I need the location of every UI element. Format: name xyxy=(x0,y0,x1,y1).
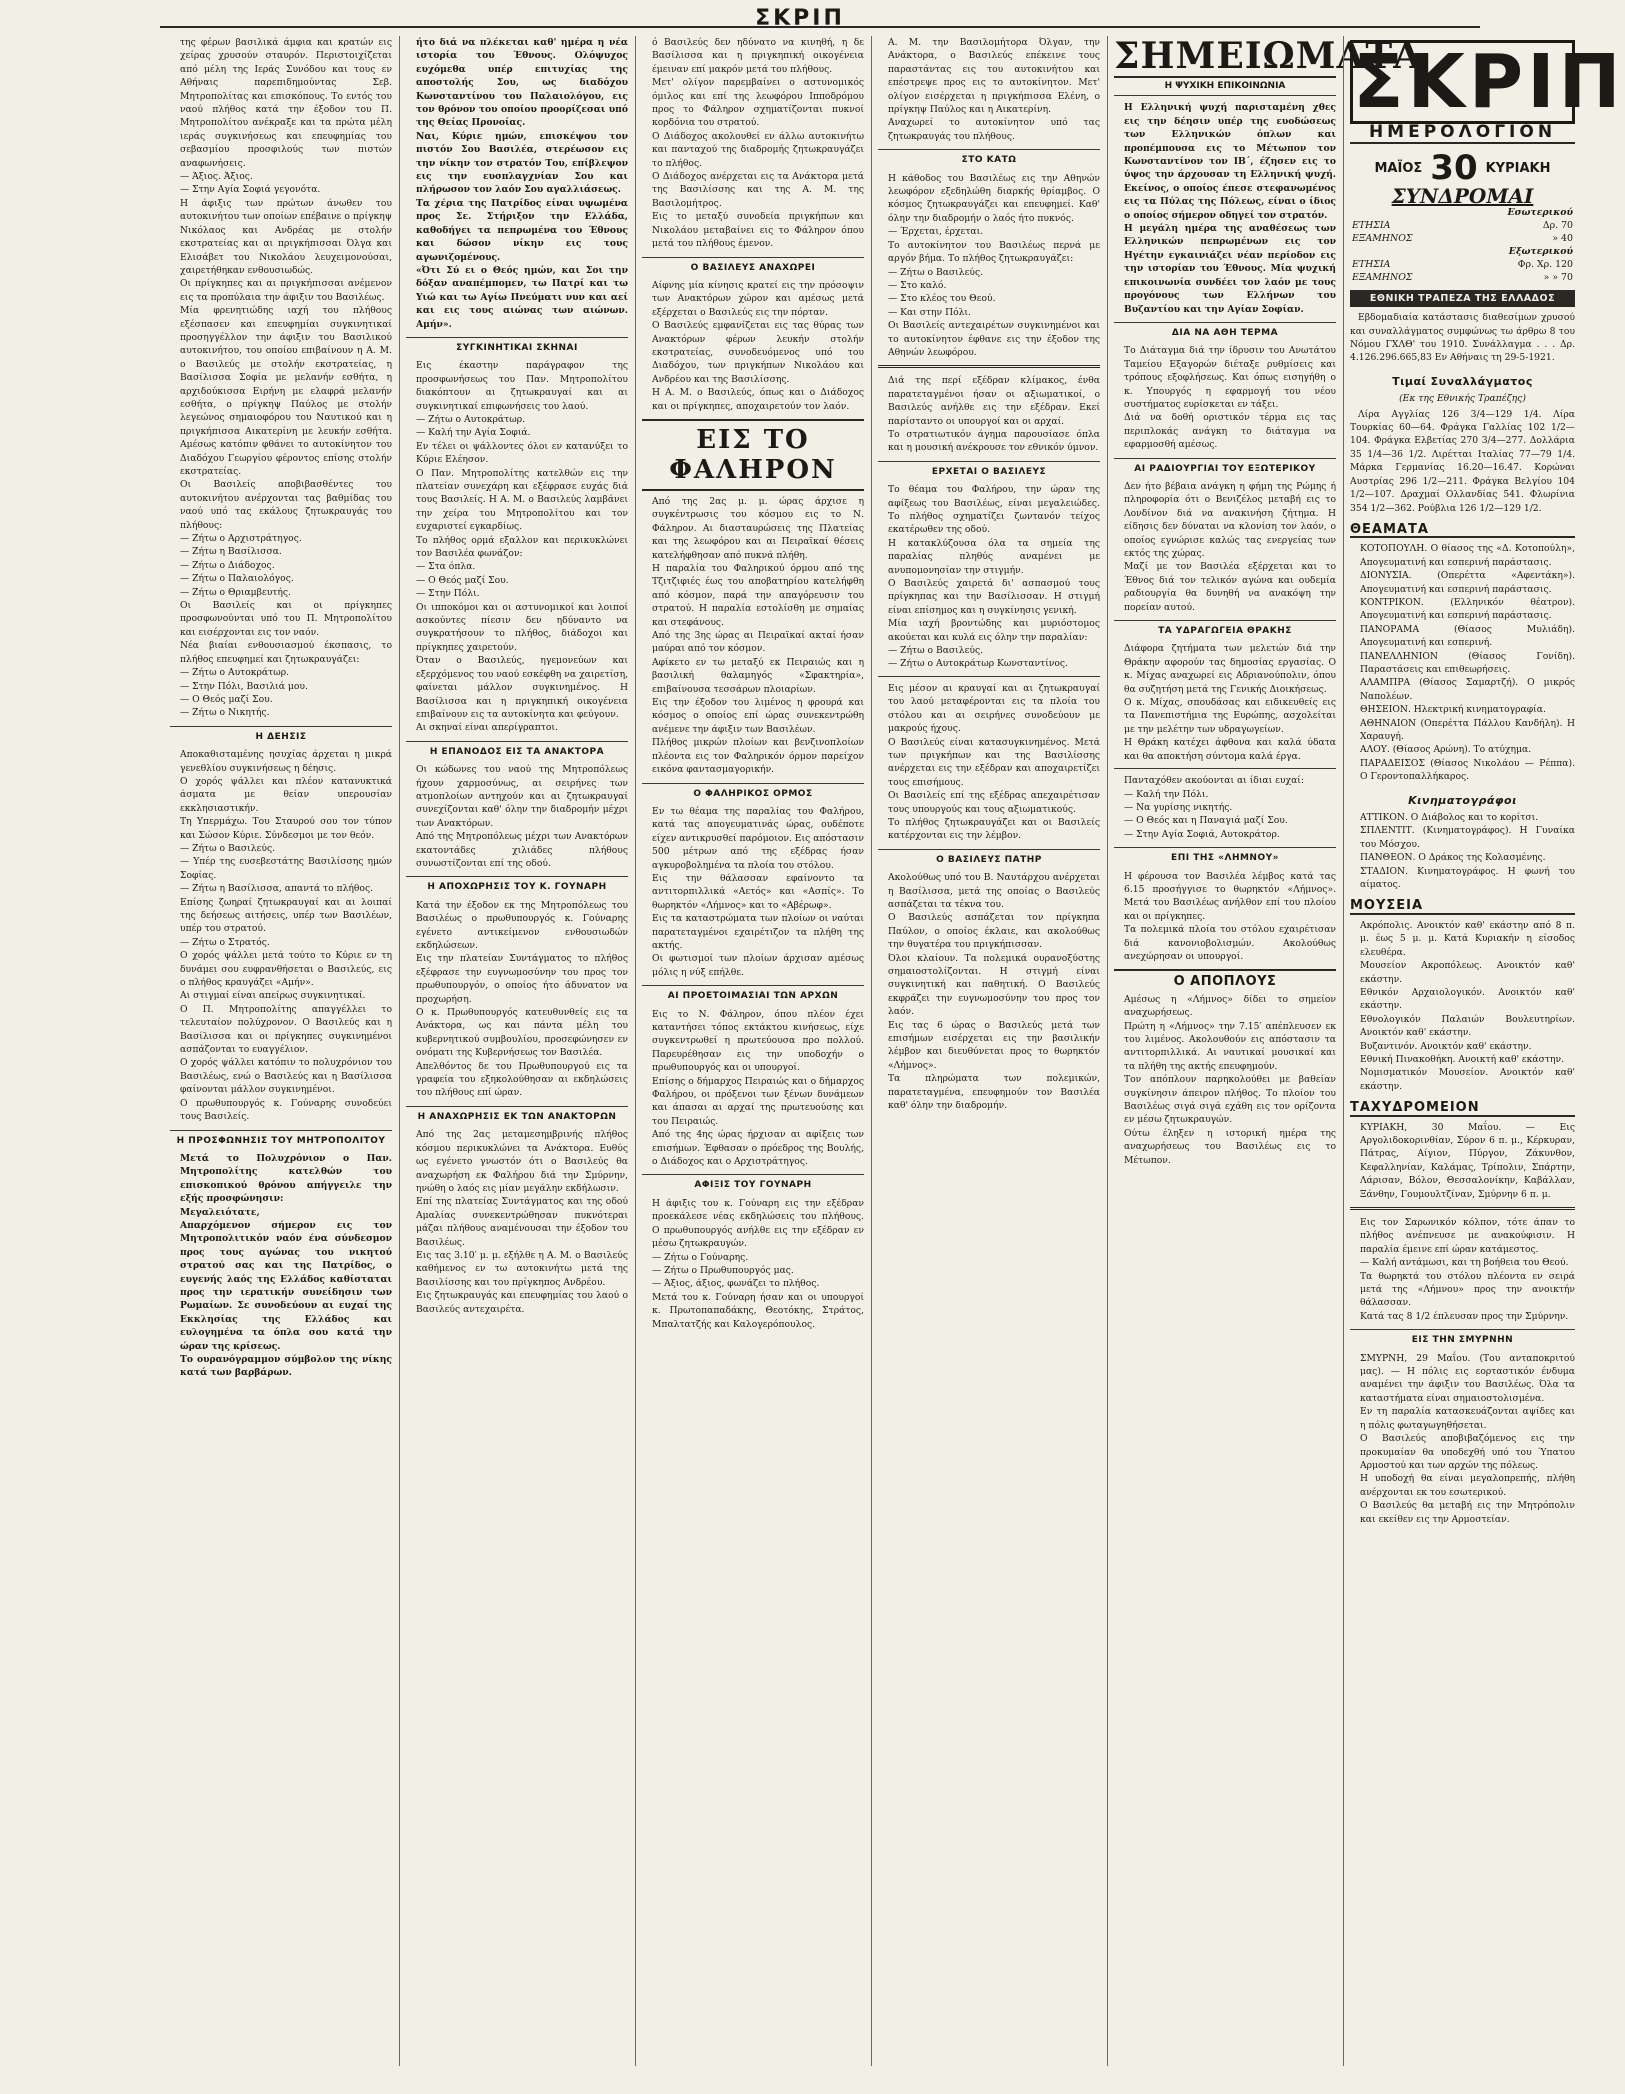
paragraph: Από της 2ας μ. μ. ώρας άρχισε η συγκέντρωσις του κόσμου εις το Ν. Φάληρον. Αι διασταυρώσεις της Πλατείας και της λεωφόρου και αι Πειραϊκαί θέσεις κατελήφθησαν από πυκνά πλήθη. xyxy=(652,495,864,561)
section-heading-deisis: Η ΔΕΗΣΙΣ xyxy=(170,726,392,744)
paragraph: Εις το μεταξύ συνοδεία πριγκήπων και Νικολάου μεταβαίνει εις το Φάληρον όπου μετά του πλήθους έμενον. xyxy=(652,211,864,250)
divider xyxy=(1114,768,1336,769)
paragraph: Η Α. Μ. ο Βασιλεύς, όπως και ο Διάδοχος και οι πρίγκηπες, αποχαιρετούν τον λαόν. xyxy=(652,387,864,412)
col5-body-5 xyxy=(1114,774,1336,841)
paragraph: Ακολούθως υπό του Β. Ναυτάρχου ανέρχεται η Βασίλισσα, μετά της οποίας ο Βασιλεύς ασπάζεται τα τέκνα του. xyxy=(888,872,1100,910)
paragraph: Νέα βιαίαι ενθουσιασμού έκσπασις, το πλήθος επευφημεί και ζητωκραυγάζει: xyxy=(180,640,392,665)
subs-label: ΕΤΗΣΙΑ xyxy=(1352,258,1391,270)
paragraph: Μουσείον Ακροπόλεως. Ανοικτόν καθ' εκάστην. xyxy=(1360,960,1575,985)
columns xyxy=(170,35,1625,2076)
paragraph: Διά να δοθή οριστικόν τέρμα εις τας περιπλοκάς ανάγκη το διάταγμα να εφαρμοσθή αμέσως. xyxy=(1124,412,1336,451)
section-heading-anachorei: Ο ΒΑΣΙΛΕΥΣ ΑΝΑΧΩΡΕΙ xyxy=(642,257,864,275)
paragraph: Εν τέλει οι ψάλλοντες όλοι εν κατανύξει το Κύριε Ελέησον. xyxy=(416,440,628,466)
paragraph: — Στο κλέος του Θεού. xyxy=(888,293,996,305)
section-heading-skinai: ΣΥΓΚΙΝΗΤΙΚΑΙ ΣΚΗΝΑΙ xyxy=(406,337,628,355)
section-heading-faliron: ΕΙΣ ΤΟ ΦΑΛΗΡΟΝ xyxy=(642,419,864,491)
column-1 xyxy=(170,36,392,2066)
paragraph: ΚΟΝΤΡΙΚΟΝ. (Ελληνικόν θέατρον). Απογευματινή και εσπερινή παράστασις. xyxy=(1360,596,1575,622)
paragraph: Ο χορός ψάλλει και πλέον κατανυκτικά άσματα με θείαν υπερουσίαν εκκλησιαστικήν. xyxy=(180,775,392,814)
paragraph: — Άξιος. Άξιος. xyxy=(180,171,253,183)
paragraph: Μία φρενητιώδης ιαχή του πλήθους εξέσπασεν και επευφημίαι συγκινητικαί προσηγγέλλον την άφιξιν του Βασιλικού αυτοκινήτου, του οποίου επιβαίνουν η Α. Μ. ο Βασιλεύς με στολήν εκστρατείας, η Βασίλισσα Σοφία με μελανήν εσθήτα, η αρχιδούκισσα Ειρήνη με ελαφρά μελανήν εσθήτα, ο πρίγκηψ Παύλος με στολήν λεγεώνος σημαιοφόρου του Ναυτικού και η πριγκήπισσα Αικατερίνη με λευκήν εσθήτα. Αμέσως κατόπιν φθάνει το αυτοκίνητον του Διαδόχου Γεωργίου φέροντος επίσης στολήν εκστρατείας. xyxy=(180,305,392,477)
post-list xyxy=(1350,1121,1575,1201)
paragraph: Το στρατιωτικόν άγημα παρουσίασε όπλα και η μουσική ανέκρουσε τον εθνικόν ύμνον. xyxy=(888,428,1100,454)
date-weekday: ΚΥΡΙΑΚΗ xyxy=(1485,160,1551,176)
paragraph: Ο χορός ψάλλει κατόπιν το πολυχρόνιον του Βασιλέως, ενώ ο Βασιλεύς και η Βασίλισσα φαίνονται μάλλον συγκινημένοι. xyxy=(180,1057,392,1096)
section-heading-apoplous: Ο ΑΠΟΠΛΟΥΣ xyxy=(1114,969,1336,988)
notes-subtitle: Η ΨΥΧΙΚΗ ΕΠΙΚΟΙΝΩΝΙΑ xyxy=(1114,78,1336,96)
paragraph: Επίσης ζωηραί ζητωκραυγαί και αι λοιπαί της δεήσεως αιτήσεις, υπέρ των Βασιλέων, υπέρ του στρατού. xyxy=(180,896,392,935)
paragraph: Εις έκαστην παράγραφον της προσφωνήσεως του Παν. Μητροπολίτου διακόπτουν αι ζητωκραυγαί και αι συγκινητικαί επιφωνήσεις του λαού. xyxy=(416,360,628,412)
paragraph: Εις τα καταστρώματα των πλοίων οι ναύται παρατεταγμένοι εχαιρέτιζον τα πλήθη της ακτής. xyxy=(652,913,864,951)
col5-body-3 xyxy=(1114,480,1336,614)
page-header xyxy=(40,6,1560,32)
paragraph: ΣΜΥΡΝΗ, 29 Μαΐου. (Του ανταποκριτού μας). — Η πόλις εις εορταστικόν ένδυμα αναμένει την άφιξιν του Βασιλέως. Όλα τα καταστήματα είναι σημαιοστολισμένα. xyxy=(1360,1352,1575,1404)
paragraph: Πλήθος μικρών πλοίων και βενζινοπλοίων πλέοντα εις τον Φαληρικόν όρμον παρείχον εικόνα φαντασμαγορικήν. xyxy=(652,737,864,776)
col5-body-6 xyxy=(1114,870,1336,964)
col3-body-5 xyxy=(642,1008,864,1169)
column-divider xyxy=(871,36,872,2066)
paragraph: Εις τας 6 ώρας ο Βασιλεύς μετά των επισήμων εισέρχεται εις την βασιλικήν λέμβον και διευθύνεται προς το θωρηκτόν «Λήμνος». xyxy=(888,1019,1100,1071)
paragraph: — Ζήτω ο Αυτοκράτωρ Κωνσταντίνος. xyxy=(888,658,1068,670)
paragraph: ΔΙΟΝΥΣΙΑ. (Οπερέττα «Αφεντάκη»). Απογευματινή και εσπερινή παράστασις. xyxy=(1360,570,1575,595)
paragraph: Εν τη παραλία κατασκευάζονται αψίδες και η πόλις φωταγωγηθήσεται. xyxy=(1360,1406,1575,1431)
paragraph: — Ζήτω ο Βασιλεύς. xyxy=(888,645,984,657)
paragraph: — Ζήτω ο Γούναρης. xyxy=(652,1251,749,1263)
subs-row xyxy=(1350,232,1575,245)
col6-body-2 xyxy=(1350,1352,1575,1526)
subs-inner-label: Εσωτερικού xyxy=(1507,206,1573,218)
paragraph: Η άφιξις των πρώτων άνωθεν του αυτοκινήτου των οποίων επέβαινε ο πρίγκηψ Νικόλαος και Ανδρέας με στολήν εκστρατείας και αι πριγκήπισσαι Όλγα και Ελισάβετ του Νικολάου λευχειμονούσαι, χαιρετήθηκαν ενθουσιωδώς. xyxy=(180,197,392,276)
paragraph: Η φέρουσα τον Βασιλέα λέμβος κατά τας 6.15 προσήγγισε το θωρηκτόν «Λήμνος». Μετά του Βασιλέως ανήλθον επί του πλοίου και οι πρίγκηπες. xyxy=(1124,870,1336,922)
section-heading-anachorisis: Η ΑΝΑΧΩΡΗΣΙΣ ΕΚ ΤΩΝ ΑΝΑΚΤΟΡΩΝ xyxy=(406,1106,628,1124)
paragraph: Όλοι κλαίουν. Τα πολεμικά ουρανοξύστης σημαιοστολίζονται. Η στιγμή είναι συγκινητική και παθητική. Ο Βασιλεύς εκφράζει την ευγνωμοσύνην του προς τον λαόν. xyxy=(888,952,1100,1018)
paragraph: Τα χέρια της Πατρίδος είναι υψωμένα προς Σε. Στήριξον την Ελλάδα, καθοδήγει τα πεπρωμένα του Έθνους και δώσον νίκην εις τους αγωνιζομένους. xyxy=(416,197,628,263)
paragraph: Εθνική Πινακοθήκη. Ανοικτή καθ' εκάστην. xyxy=(1360,1053,1564,1065)
paragraph: — Έρχεται, έρχεται. xyxy=(888,226,984,238)
date-day: 30 xyxy=(1430,148,1478,189)
section-heading-epanodos: Η ΕΠΑΝΟΔΟΣ ΕΙΣ ΤΑ ΑΝΑΚΤΟΡΑ xyxy=(406,741,628,759)
section-heading-kato: ΣΤΟ ΚΑΤΩ xyxy=(878,149,1100,167)
col2-body-5 xyxy=(406,1128,628,1316)
header-rule xyxy=(160,26,1480,28)
col3-body-3 xyxy=(642,495,864,777)
paragraph: Οι φωτισμοί των πλοίων άρχισαν αμέσως μόλις η νύξ επήλθε. xyxy=(652,953,864,978)
paragraph: Το θέαμα του Φαλήρου, την ώραν της αφίξεως του Βασιλέως, είναι μεγαλειώδες. Το πλήθος σχηματίζει ζωντανόν τείχος εκατέρωθεν της οδού. xyxy=(888,484,1100,536)
paragraph: — Ζήτω ο Νικητής. xyxy=(180,707,270,719)
paragraph: Εις τας 3.10′ μ. μ. εξήλθε η Α. Μ. ο Βασιλεύς καθήμενος εν τω αυτοκινήτω μετά της Βασιλίσσης και του πρίγκηπος Ανδρέου. xyxy=(416,1249,628,1288)
col4-body xyxy=(878,36,1100,143)
paragraph: Οι κώδωνες του ναού της Μητροπόλεως ήχουν χαρμοσύνως, αι σειρήνες των ατμοπλοίων αντηχούν και αι ζητωκραυγαί συνεχίζονται καθ' όλην την διαδρομήν μέχρι των Ανακτόρων. xyxy=(416,764,628,829)
section-heading-apochorisis: Η ΑΠΟΧΩΡΗΣΙΣ ΤΟΥ Κ. ΓΟΥΝΑΡΗ xyxy=(406,876,628,894)
divider xyxy=(1350,1207,1575,1210)
post-heading: ΤΑΧΥΔΡΟΜΕΙΟΝ xyxy=(1350,1101,1575,1116)
paragraph: — Καλή αντάμωσι, και τη βοήθεια του Θεού. xyxy=(1360,1257,1569,1269)
column-4 xyxy=(878,36,1100,2066)
paragraph: Η κάθοδος του Βασιλέως εις την Αθηνών λεωφόρον εξεδηλώθη διαρκής θρίαμβος. Ο κόσμος ζητωκραυγάζει και επευφημεί. Καθ' όλην την διαδρομήν ο λαός ήτο πυκνός. xyxy=(888,172,1100,224)
paragraph: Εις μέσον αι κραυγαί και αι ζητωκραυγαί του λαού μεταφέρονται εις τα πλοία του στόλου και αι σειρήνες συνοδεύουν με μακρούς ήχους. xyxy=(888,682,1100,735)
column-6 xyxy=(1350,36,1625,2066)
paragraph: — Ο Θεός μαζί Σου. xyxy=(416,574,509,586)
paragraph: — Ζήτω ο Διάδοχος. xyxy=(180,559,275,571)
section-heading-pater: Ο ΒΑΣΙΛΕΥΣ ΠΑΤΗΡ xyxy=(878,849,1100,867)
paragraph: — Άξιος, άξιος, φωνάζει το πλήθος. xyxy=(652,1278,820,1290)
masthead-subtitle: ΗΜΕΡΟΛΟΓΙΟΝ xyxy=(1350,124,1575,144)
col2-body xyxy=(406,36,628,331)
paragraph: Οι ιπποκόμοι και οι αστυνομικοί και λοιποί ασκούντες πίεσιν δεν ηδύναντο να συγκρατήσουν το πλήθος, διάδοχοι και πρίγκηπες χαιρετούν. xyxy=(416,601,628,653)
section-heading-afixis: ΑΦΙΞΙΣ ΤΟΥ ΓΟΥΝΑΡΗ xyxy=(642,1174,864,1192)
paragraph: Οι Βασιλείς αποβιβασθέντες του αυτοκινήτου ανέρχονται τας βαθμίδας του ναού υπό τας εκάλους ζητωκραυγάς του πλήθους: xyxy=(180,479,392,531)
paragraph: ΣΤΑΔΙΟΝ. Κινηματογράφος. Η φωνή του αίματος. xyxy=(1360,865,1575,891)
subscriptions-title: ΣΥΝΔΡΟΜΑΙ xyxy=(1391,184,1534,209)
column-3 xyxy=(642,36,864,2066)
divider xyxy=(878,365,1100,368)
section-heading-ormos: Ο ΦΑΛΗΡΙΚΟΣ ΟΡΜΟΣ xyxy=(642,783,864,801)
paragraph: — Και στην Πόλι. xyxy=(888,306,971,318)
subs-value: Φρ. Χρ. 120 xyxy=(1517,258,1573,270)
museums-heading: ΜΟΥΣΕΙΑ xyxy=(1350,899,1575,914)
subs-row xyxy=(1350,258,1575,271)
paragraph: Αναχωρεί το αυτοκίνητον υπό τας ζητωκραυγάς του πλήθους. xyxy=(888,117,1100,142)
paragraph: ΑΛΟΥ. (Θίασος Αρώνη). Το ατύχημα. xyxy=(1360,744,1532,756)
col3-body-6 xyxy=(642,1197,864,1331)
divider xyxy=(878,676,1100,677)
paragraph: Οι Βασιλείς αντεχαιρέτων συγκινημένοι και το αυτοκίνητον έφθανε εις την έξοδον της Αθηνών λεωφόρου. xyxy=(888,320,1100,358)
col4-body-3 xyxy=(878,374,1100,454)
paragraph: Πανταχόθεν ακούονται αι ίδιαι ευχαί: xyxy=(1124,775,1304,787)
paragraph: Τον απόπλουν παρηκολούθει με βαθείαν συγκίνησιν άπειρον πλήθος. Το πλοίον του Βασιλέως σιγά σιγά εχάθη εις τον ορίζοντα εν μέσω ζητωκραυγών. xyxy=(1124,1074,1336,1126)
col3-body xyxy=(642,36,864,251)
paragraph: — Καλή την Αγία Σοφιά. xyxy=(416,427,531,439)
theamata-list xyxy=(1350,542,1575,783)
notes-title: ΣΗΜΕΙΩΜΑΤΑ xyxy=(1114,35,1423,77)
col5-body-2 xyxy=(1114,344,1336,451)
paragraph: Ο Π. Μητροπολίτης απαγγέλλει το τελευταίον πολύχρονον. Ο Βασιλεύς και η Βασίλισσα και οι πρίγκηπες συγκινημένοι ασπάζονται το ευαγγέλιον. xyxy=(180,1003,392,1056)
col4-body-5 xyxy=(878,682,1100,843)
paragraph: Τα πληρώματα των πολεμικών, παρατεταγμένα, επευφημούν τον Βασιλέα καθ' όλην την διαδρομήν. xyxy=(888,1073,1100,1112)
cinemas-list xyxy=(1350,811,1575,891)
paragraph: Το Διάταγμα διά την ίδρυσιν του Ανωτάτου Ταμείου Εξαγορών διέταξε ρυθμίσεις και τρόπους εξοφλήσεως. Και όπως εισηγήθη ο κ. Υπουργός η εφαρμογή του νέου συστήματος ευρίσκεται εν τάξει. xyxy=(1124,345,1336,410)
paragraph: Από της 4ης ώρας ήρχισαν αι αφίξεις των επισήμων. Έφθασαν ο πρόεδρος της Βουλής, ο Διάδοχος και ο Αρχιστράτηγος. xyxy=(652,1129,864,1168)
paragraph: Εθνολογικόν Παλαιών Βουλευτηρίων. Ανοικτόν καθ' εκάστην. xyxy=(1360,1013,1575,1039)
paragraph: Το πλήθος ζητωκραυγάζει και οι Βασιλείς κατέρχονται εις την λέμβον. xyxy=(888,816,1100,842)
paragraph: Οι Βασιλείς και οι πρίγκηπες προσφωνούνται υπό του Π. Μητροπολίτου και εισέρχονται εις τον ναόν. xyxy=(180,600,392,638)
paragraph: — Στο καλό. xyxy=(888,279,947,291)
paragraph: Αίφνης μία κίνησις κρατεί εις την πρόσοψιν των Ανακτόρων χώρον και αμέσως μετά εξέρχεται ο Βασιλεύς εις την πόρταν. xyxy=(652,279,864,318)
cinemas-heading: Κινηματογράφοι xyxy=(1408,793,1517,807)
col3-body-4 xyxy=(642,805,864,979)
paragraph: Εθνικόν Αρχαιολογικόν. Ανοικτόν καθ' εκάστην. xyxy=(1360,986,1575,1012)
paragraph: Αμέσως η «Λήμνος» δίδει το σημείον αναχωρήσεως. xyxy=(1124,993,1336,1019)
paragraph: — Ζήτω ο Πρωθυπουργός μας. xyxy=(652,1264,794,1276)
paragraph: Η υποδοχή θα είναι μεγαλοπρεπής, πλήθη ανέρχονται εκ του εσωτερικού. xyxy=(1360,1473,1575,1498)
paragraph: Ο Βασιλεύς θα μεταβή εις την Μητρόπολιν και εκείθεν εις την Αρμοστείαν. xyxy=(1360,1500,1575,1525)
paragraph: Απαρχόμενον σήμερον εις τον Μητροπολιτικόν ναόν ένα σύνδεσμον προς τους αγώνας του νικητού στρατού σας και της Πατρίδος, ο ευγενής λαός της Ελλάδος καθίσταται προς την ιερατικήν συνείδησιν των Ρωμαίων. Σε συνοδεύουν αι ευχαί της Εκκλησίας της Ελλάδος και ευλογημένα τα όπλα σου κατά την ώραν της κρίσεως. xyxy=(180,1219,392,1352)
section-heading-telos: ΔΙΑ ΝΑ ΑΘΗ ΤΕΡΜΑ xyxy=(1114,322,1336,340)
paragraph: Βυζαντινόν. Ανοικτόν καθ' εκάστην. xyxy=(1360,1040,1532,1052)
subscriptions-table xyxy=(1350,206,1575,284)
paragraph: Ο Βασιλεύς ασπάζεται τον πρίγκηπα Παύλον, ο οποίος έκλαιε, και ακολούθως την θυγατέρα του πριγκήπισσαν. xyxy=(888,912,1100,951)
subs-row xyxy=(1350,271,1575,284)
paragraph: Εις το Ν. Φάληρον, όπου πλέον έχει καταντήσει τόπος εκτάκτου κινήσεως, είχε συγκεντρωθεί η πρωτεύουσα προ πολλού. Παρευρέθησαν εις την υποδοχήν ο πρωθυπουργός και οι υπουργοί. xyxy=(652,1008,864,1074)
paragraph: Οι πρίγκηπες και αι πριγκήπισσαι ανέμενον εις τα προπύλαια την άφιξιν του Βασιλέως. xyxy=(180,278,392,303)
section-heading-proetoimasiai: ΑΙ ΠΡΟΕΤΟΙΜΑΣΙΑΙ ΤΩΝ ΑΡΧΩΝ xyxy=(642,985,864,1003)
paragraph: — Ζήτω ο Βασιλεύς. xyxy=(180,842,276,854)
section-heading-prosfonisis: Η ΠΡΟΣΦΩΝΗΣΙΣ ΤΟΥ ΜΗΤΡΟΠΟΛΙΤΟΥ xyxy=(170,1130,392,1148)
paragraph: ΚΥΡΙΑΚΗ, 30 Μαΐου. — Εις Αργολιδοκορινθίαν, Σύρον 6 π. μ., Κέρκυραν, Πάτρας, Αίγιον, Πύργον, Ζάκυνθον, Κεφαλληνίαν, Καλάμας, Τρίπολιν, Σπάρτην, Λάρισαν, Βόλον, Θεσσαλονίκην, Καβάλλαν, Ξάνθην, Γουμουλτζίναν, Σμύρνην 6 π. μ. xyxy=(1360,1121,1575,1200)
paragraph: Εις την πλατείαν Συντάγματος το πλήθος εξέφρασε την ευγνωμοσύνην του προς τον πρωθυπουργόν, ο οποίος ήτο άδυνατον να προχωρήση. xyxy=(416,953,628,1005)
paragraph: Ο Διάδοχος ανέρχεται εις τα Ανάκτορα μετά της Βασιλίσσης και της Α. Μ. της Βασιλομήτρος. xyxy=(652,171,864,209)
paragraph: ΠΑΝΘΕΟΝ. Ο Δράκος της Κολασμένης. xyxy=(1360,852,1546,864)
paragraph: Κατά τας 8 1/2 έπλευσαν προς την Σμύρνην. xyxy=(1360,1310,1569,1322)
paragraph: Ο Βασιλεύς εμφανίζεται εις τας θύρας των Ανακτόρων φέρων λευκήν στολήν εκστρατείας, συνοδευόμενος υπό του Διαδόχου, των πριγκήπων Νικολάου και Ανδρέου και της Βασιλίσσης. xyxy=(652,320,864,385)
paragraph: Μετά το Πολυχρόνιον ο Παν. Μητροπολίτης κατελθών του επισκοπικού θρόνου απήγγειλε την εξής προσφώνησιν: xyxy=(180,1152,392,1205)
paragraph: ΠΑΝΟΡΑΜΑ (Θίασος Μυλιάδη). Απογευματινή και εσπερινή. xyxy=(1360,623,1575,649)
paragraph: — Στην Αγία Σοφιά, Αυτοκράτορ. xyxy=(1124,828,1280,840)
paragraph: ό Βασιλεύς δεν ηδύνατο να κινηθή, η δε Βασίλισσα και η πριγκηπική οικογένεια έμειναν επί μακρόν μετά του πλήθους. xyxy=(652,37,864,75)
paragraph: ΘΗΣΕΙΟΝ. Ηλεκτρική κινηματογραφία. xyxy=(1360,704,1546,716)
paragraph: Ο κ. Πρωθυπουργός κατευθυνθείς εις τα Ανάκτορα, ως και πάντα μέλη του κυβερνητικού συμβουλίου, προσεφώνησεν εν ονόματι της Κυβερνήσεως τον Βασιλέα. xyxy=(416,1007,628,1059)
paragraph: Ακρόπολις. Ανοικτόν καθ' εκάστην από 8 π. μ. έως 5 μ. μ. Κατά Κυριακήν η είσοδος ελευθέρα. xyxy=(1360,919,1575,958)
paragraph: Διάφορα ζητήματα των μελετών διά την Θράκην αφορούν τας δημοσίας εργασίας. Ο κ. Μίχας αναχωρεί εις Αδριανούπολιν, όπου θα συζητήση μετά της Γενικής Διοικήσεως. xyxy=(1124,643,1336,695)
paragraph: — Ζήτω η Βασίλισσα, απαντά το πλήθος. xyxy=(180,883,374,895)
column-divider xyxy=(1343,36,1344,2066)
paragraph: — Καλή την Πόλι. xyxy=(1124,788,1209,800)
paragraph: Αφίκετο εν τω μεταξύ εκ Πειραιώς και η βασιλική θαλαμηγός «Σφακτηρία», επιβαίνουσα τεσσάρων πλοιαρίων. xyxy=(652,656,864,695)
paragraph: Κατά την έξοδον εκ της Μητροπόλεως του Βασιλέως ο πρωθυπουργός κ. Γούναρης εγένετο αντικείμενον ενθουσιωδών εκδηλώσεων. xyxy=(416,899,628,951)
paragraph: Η Ελληνική ψυχή παρισταμένη χθες εις την δέησιν υπέρ της ευοδώσεως των Ελληνικών όπλων και προπέμπουσα εις το Μέτωπον τον Κωνσταντίνον τον ΙΒ΄, έζησεν εις το ύψος την άρχουσαν τη Ελληνική ψυχή. Εκείνος, ο οποίος έπεσε στεφανωμένος εις τα Πύλας της Πόλεως, είναι ο ίδιος ο οποίος σήμερον οδηγεί τον στρατόν. xyxy=(1124,102,1336,221)
paragraph: Το ουρανόγραμμον σύμβολον της νίκης κατά των βαρβάρων. xyxy=(180,1354,392,1379)
col1-body-3 xyxy=(170,1152,392,1380)
paragraph: Ναι, Κύριε ημών, επισκέψου τον πιστόν Σου Βασιλέα, στερέωσον εις την νίκην τον στρατόν Του, επίβλεψον εις την ευσπλαγχνίαν Σου και πλήρωσον τον λαόν Σου αγαλλιάσεως. xyxy=(416,130,628,196)
col5-body-4 xyxy=(1114,642,1336,763)
paragraph: ΠΑΝΕΛΛΗΝΙΟΝ (Θίασος Γονίδη). Παραστάσεις και επιθεωρήσεις. xyxy=(1360,650,1575,675)
paragraph: Από της 3ης ώρας αι Πειραϊκαί ακταί ήσαν μαύραι από τον κόσμον. xyxy=(652,630,864,655)
paragraph: Πρώτη η «Λήμνος» την 7.15′ απέπλευσεν εκ του λιμένος. Ακολουθούν εις απόστασιν τα αντιτορπιλλικά. Αι ναυτικαί μουσικαί και τα πλήθη της ακτής επευφημούν. xyxy=(1124,1020,1336,1072)
paragraph: — Υπέρ της ευσεβεστάτης Βασιλίσσης ημών Σοφίας. xyxy=(180,856,392,881)
col4-body-2 xyxy=(878,172,1100,360)
subs-row xyxy=(1350,219,1575,232)
paragraph: Αι στιγμαί είναι απείρως συγκινητικαί. xyxy=(180,990,366,1002)
paragraph: Εις την θάλασσαν εφαίνοντο τα αντιτορπιλλικά «Αετός» και «Ασπίς». Το θωρηκτόν «Λήμνος» και το «Αβέρωφ». xyxy=(652,872,864,911)
subs-label: ΕΞΑΜΗΝΟΣ xyxy=(1352,271,1413,283)
paragraph: Το πλήθος ορμά εξαλλον και περικυκλώνει τον Βασιλέα φωνάζον: xyxy=(416,534,628,560)
paragraph: Ο Βασιλεύς είναι κατασυγκινημένος. Μετά των πριγκήπων και της Βασιλίσσης ανέρχεται εις την εξέδραν και αποχαιρετίζει τους επισήμους. xyxy=(888,736,1100,788)
col2-body-2 xyxy=(406,359,628,734)
paragraph: Ο Διάδοχος ακολουθεί εν άλλω αυτοκινήτω και πανταχού της διαδρομής ζητωκραυγάζει το πλήθος. xyxy=(652,130,864,169)
paragraph: Η άφιξις του κ. Γούναρη εις την εξέδραν προεκάλεσε νέας εκδηλώσεις του πλήθους. Ο πρωθυπουργός ανήλθε εις την εξέδραν εν μέσω ζητωκραυγών. xyxy=(652,1197,864,1250)
bank-text: Εβδομαδιαία κατάστασις διαθεσίμων χρυσού και συναλλάγματος συμφώνως τω άρθρω 8 του Νόμου ΓΧΛΘ' του 1910. Συνάλλαγμα . . . Δρ. 4.126.296.665,83 Εν Αθήναις τη 29-5-1921. xyxy=(1350,312,1575,364)
paragraph: της φέρων βασιλικά άμφια και κρατών εις χείρας χρυσούν σταυρόν. Περιστοιχίζεται από μέλη της Ιεράς Συνόδου και τους εν Αθήναις παρεπιδημούντας Σεβ. Μητροπολίτας και επισκόπους. Το εντός του ναού πλήθος κατά την έξοδον του Π. Μητροπολίτου ανέκραξε και τα πρώτα μέλη ιεράς συγκινήσεως και επευφημίας του σεβασμίου προσφιλούς των πιστών αναφωνήσεις. xyxy=(180,37,392,169)
section-heading-ydragogeia: ΤΑ ΥΔΡΑΓΩΓΕΙΑ ΘΡΑΚΗΣ xyxy=(1114,620,1336,638)
paragraph: — Ζήτω ο Αρχιστράτηγος. xyxy=(180,533,302,545)
subs-value: Δρ. 70 xyxy=(1542,219,1573,231)
paragraph: Α. Μ. την Βασιλομήτορα Όλγαν, την Ανάκτορα, ο Βασιλεύς επέκεινε τους παραστάντας εις του αυτοκινήτου και επέστρεψε προς εις το αυτοκίνητον. Μετ' ολίγον εισέρχεται η πριγκήπισσα Ελένη, ο πρίγκηψ Παύλος και η Αικατερίνη. xyxy=(888,37,1100,116)
museums-list xyxy=(1350,919,1575,1093)
date-row xyxy=(1350,148,1575,189)
paragraph: — Ζήτω η Βασίλισσα. xyxy=(180,546,282,558)
paragraph: — Στα όπλα. xyxy=(416,561,476,573)
col5-body xyxy=(1114,101,1336,316)
paragraph: — Ζήτω ο Θριαμβευτής. xyxy=(180,586,291,598)
paragraph: — Ζήτω ο Στρατός. xyxy=(180,936,270,948)
prices-text: Λίρα Αγγλίας 126 3/4—129 1/4. Λίρα Τουρκίας 60—64. Φράγκα Γαλλίας 102 1/2—104. Φράγκα Ελβετίας 270 3/4—277. Δολλάρια 35 1/4—36 1/2. Λιρέτται Ιταλίας 77—79 1/4. Μάρκα Γερμανίας 16.20—16.47. Κορώναι Αυστρίας 296 1/2—211. Φράγκα Βελγίου 104 1/2—107. Δραχμαί Ολλανδίας 541. Φλωρίνια 354 1/2—362. Ρούβλια 126 1/2—129 1/2. xyxy=(1350,408,1575,514)
column-divider xyxy=(399,36,400,2066)
paragraph: Τα πολεμικά πλοία του στόλου εχαιρέτισαν διά κανονιοβολισμών. Ακολούθως ανεχώρησαν οι υπουργοί. xyxy=(1124,924,1336,962)
paragraph: Διά της περί εξέδραν κλίμακος, ένθα παρατεταγμένοι ήσαν οι αξιωματικοί, ο Βασιλεύς ανήλθε εις την εξέδραν. Εκεί παρίσταντο οι υπουργοί και οι αρχαί. xyxy=(888,375,1100,427)
col2-body-3 xyxy=(406,763,628,870)
prices-subheading: (Εκ της Εθνικής Τραπέζης) xyxy=(1399,393,1526,405)
paragraph: Ο Βασιλεύς αποβιβαζόμενος εις την προκυμαίαν θα υποδεχθή υπό του Ύπατου Αρμοστού και των αρχών της πόλεως. xyxy=(1360,1433,1575,1471)
paragraph: Εις την έξοδον του λιμένος η φρουρά και κόσμος ο οποίος επί ώρας συνεκεντρώθη ανέμενε την άφιξιν των Βασιλέων. xyxy=(652,697,864,735)
paragraph: Τη Υπερμάχω. Του Σταυρού σου τον τύπον και Σώσον Κύριε. Σύνδεσμοι με τον θεόν. xyxy=(180,816,392,841)
paragraph: ήτο διά να πλέκεται καθ' ημέρα η νέα ιστορία του Έθνους. Ολόψυχος ευχόμεθα υπέρ επιτυχίας της αποστολής Σου, ως διαδόχου Κωνσταντίνου του Παλαιολόγου, εις τον θρόνον του οποίου προορίζεσαι υπό της Θείας Προνοίας. xyxy=(416,37,628,129)
subs-label: ΕΞΑΜΗΝΟΣ xyxy=(1352,232,1413,244)
paragraph: — Ζήτω ο Βασιλεύς. xyxy=(888,266,984,278)
paragraph: Ο κ. Μίχας, σπουδάσας και ειδικευθείς εις τα Πανεπιστήμια της Ευρώπης, ασχολείται με την μελέτην των υδραγωγείων. xyxy=(1124,697,1336,735)
paragraph: Οι Βασιλείς επί της εξέδρας απεχαιρέτισαν τους υπουργούς και τους αξιωματικούς. xyxy=(888,790,1100,815)
paragraph: Η κατακλύζουσα όλα τα σημεία της παραλίας πληθύς αναμένει με ανυπομονησίαν την στιγμήν. xyxy=(888,537,1100,576)
subs-outer-label: Εξωτερικού xyxy=(1508,245,1573,257)
col1-body xyxy=(170,36,392,720)
bank-heading: ΕΘΝΙΚΗ ΤΡΑΠΕΖΑ ΤΗΣ ΕΛΛΑΔΟΣ xyxy=(1350,290,1575,307)
column-divider xyxy=(635,36,636,2066)
running-title: ΣΚΡΙΠ xyxy=(755,6,845,31)
paragraph: — Ο Θεός και η Παναγιά μαζί Σου. xyxy=(1124,815,1288,827)
col5-body-7 xyxy=(1114,993,1336,1167)
col2-body-4 xyxy=(406,899,628,1100)
paragraph: Αποκαθισταμένης ησυχίας άρχεται η μικρά γενεθλίου συγκινήσεως η δέησις. xyxy=(180,749,392,774)
subs-value: » 40 xyxy=(1552,232,1573,244)
paragraph: Δεν ήτο βέβαια ανάγκη η φήμη της Ρώμης ή πληροφορία ότι ο Βενιζέλος μεταβή εις το Λονδίνον διά να ανακινήση ζήτημα. Η είδησις δεν δύναται να κλονίση τον λαόν, ο οποίος εγνώρισε καλώς τας ενεργείας των εκτός της χώρας. xyxy=(1124,480,1336,559)
paragraph: ΚΟΤΟΠΟΥΛΗ. Ο θίασος της «Δ. Κοτοπούλη», Απογευματινή και εσπερινή παράστασις. xyxy=(1360,543,1575,568)
column-divider xyxy=(1107,36,1108,2066)
subs-label: ΕΤΗΣΙΑ xyxy=(1352,219,1391,231)
paragraph: Μαζί με τον Βασιλέα εξέρχεται και το Έθνος διά τον τελικόν αγώνα και ουδεμία ραδιουργία θα δυνηθή να ανακόψη την πορείαν αυτού. xyxy=(1124,561,1336,613)
paragraph: Η μεγάλη ημέρα της αναθέσεως των Ελληνικών πεπρωμένων εις τον Ηγέτην εγκαινιάζει νέαν περίοδον εις την ιστορίαν του Έθνους. Μία ψυχική επικοινωνία συνδέει τον λαόν με τους προγόνους των Ελλήνων του Βυζαντίου και την Αγίαν Σοφίαν. xyxy=(1124,223,1336,315)
paragraph: Ούτω έληξεν η ιστορική ημέρα της αναχωρήσεως του Βασιλέως εις το Μέτωπον. xyxy=(1124,1127,1336,1166)
paragraph: Εν τω θέαμα της παραλίας του Φαλήρου, κατά τας απογευματινάς ώρας, ουδέποτε είχεν αντικρυσθεί παρόμοιον. Εις απόστασιν 500 μέτρων από της εξέδρας ήσαν αγκυροβολημένα τα πλοία του στόλου. xyxy=(652,805,864,871)
paragraph: Ο πρωθυπουργός κ. Γούναρης συνοδεύει τους Βασιλείς. xyxy=(180,1097,392,1123)
subs-group-outer xyxy=(1350,245,1575,258)
section-heading-smyrni: ΕΙΣ ΤΗΝ ΣΜΥΡΝΗΝ xyxy=(1350,1329,1575,1347)
paragraph: ΣΠΛΕΝΤΙΤ. (Κινηματογράφος). Η Γυναίκα του Μόσχου. xyxy=(1360,825,1575,850)
col4-body-4 xyxy=(878,483,1100,671)
theamata-heading: ΘΕΑΜΑΤΑ xyxy=(1350,523,1575,538)
paragraph: Εις τον Σαρωνικόν κόλπον, τότε άπαν το πλήθος ανέπνευσε με ανακούφισιν. Η παραλία έμεινε επί ώραν κατάμεστος. xyxy=(1360,1217,1575,1255)
paragraph: Εις ζητωκραυγάς και επευφημίας του λαού ο Βασιλεύς αντεχαιρέτα. xyxy=(416,1290,628,1315)
section-heading-erchetai: ΕΡΧΕΤΑΙ Ο ΒΑΣΙΛΕΥΣ xyxy=(878,461,1100,479)
subs-value: » » 70 xyxy=(1543,271,1573,283)
paragraph: Η παραλία του Φαληρικού όρμου από της Τζιτζιφιές έως του αποβατηρίου κατελήφθη από κόσμον, παρά την απαγόρευσιν του στρατού. Η παραλία εστολίσθη με σημαίας και στεφάνους. xyxy=(652,563,864,628)
masthead-logo: ΣΚΡΙΠ xyxy=(1350,40,1575,124)
paragraph: Από της 2ας μεταμεσημβρινής πλήθος κόσμου περικυκλώνει τα Ανάκτορα. Ευθύς ως εγένετο γνωστόν ότι ο Βασιλεύς θα αναχωρήση εκ Φαλήρου διά την Σμύρνην, ηνώθη ο λαός εις μίαν μεγάλην εκδήλωσιν. xyxy=(416,1129,628,1194)
paragraph: Επίσης ο δήμαρχος Πειραιώς και ο δήμαρχος Φαλήρου, οι πρόξενοι των ξένων δυνάμεων και άπασαι αι αρχαί της πρωτευούσης και του Πειραιώς. xyxy=(652,1075,864,1127)
paragraph: Ο χορός ψάλλει μετά τούτο το Κύριε εν τη δυνάμει σου ευφρανθήσεται ο Βασιλεύς, εις ο πλήθος κραυγάζει «Αμήν». xyxy=(180,950,392,989)
paragraph: «Ότι Σύ ει ο Θεός ημών, και Σοι την δόξαν αναπέμπομεν, τω Πατρί και τω Υιώ και τω Αγίω Πνεύματι νυν και αεί και εις τους αιώνας των αιώνων. Αμήν». xyxy=(416,264,628,330)
section-heading-limnos: ΕΠΙ ΤΗΣ «ΛΗΜΝΟΥ» xyxy=(1114,847,1336,865)
paragraph: Ο Παν. Μητροπολίτης κατελθών εις την πλατείαν συνεχάρη και εξέφρασε ευχάς διά τους Βασιλείς. Η Α. Μ. ο Βασιλεύς λαμβάνει την χείρα του Μητροπολίτου και τον ευχαριστεί εγκαρδίως. xyxy=(416,467,628,533)
paragraph: — Να γυρίσης νικητής. xyxy=(1124,801,1233,813)
paragraph: — Ζήτω ο Παλαιολόγος. xyxy=(180,573,294,585)
date-month: ΜΑΪΟΣ xyxy=(1374,160,1423,176)
paragraph: ΠΑΡΑΔΕΙΣΟΣ (Θίασος Νικολάου — Ρέππα). Ο Γεροντοπαλλήκαρος. xyxy=(1360,757,1575,783)
prices-heading: Τιμαί Συναλλάγματος xyxy=(1392,374,1533,388)
paragraph: — Στην Αγία Σοφιά γεγονότα. xyxy=(180,184,321,196)
col3-body-2 xyxy=(642,279,864,413)
col4-body-6 xyxy=(878,871,1100,1112)
paragraph: ΑΘΗΝΑΙΟΝ (Οπερέττα Πάλλου Κανδήλη). Η Χαραυγή. xyxy=(1360,717,1575,742)
section-heading-radiourgiai: ΑΙ ΡΑΔΙΟΥΡΓΙΑΙ ΤΟΥ ΕΞΩΤΕΡΙΚΟΥ xyxy=(1114,458,1336,476)
paragraph: Μία ιαχή βροντώδης και μυριόστομος ακούεται και κυλά εις όλην την παραλίαν: xyxy=(888,618,1100,643)
paragraph: Όταν ο Βασιλεύς, ηγεμονεύων και εξερχόμενος του ναού εσκέφθη να χαιρετίση, φαίνεται μάλλον συγκινημένος. Η Βασίλισσα και η πριγκηπική οικογένεια επιβαίνουν εις τα αυτοκίνητα και φεύγουν. xyxy=(416,655,628,720)
paragraph: Μετ' ολίγον παρεμβαίνει ο αστυνομικός όμιλος και επί της λεωφόρου Ιπποδρόμου προς το Φάληρον σχηματίζονται πυκνοί κορδόνια του στρατού. xyxy=(652,77,864,129)
paragraph: Η Θράκη κατέχει άφθονα και καλά ύδατα και θα αποκτήση σύντομα καλά έργα. xyxy=(1124,737,1336,762)
paragraph: — Ζήτω ο Αυτοκράτωρ. xyxy=(416,413,526,425)
paragraph: Μεγαλειότατε, xyxy=(180,1206,260,1218)
paragraph: Το αυτοκίνητον του Βασιλέως περνά με αργόν βήμα. Το πλήθος ζητωκραυγάζει: xyxy=(888,239,1100,265)
paragraph: — Στην Πόλι. xyxy=(416,588,480,600)
paragraph: — Ζήτω ο Αυτοκράτωρ. xyxy=(180,667,290,679)
paragraph: Ο Βασιλεύς χαιρετά δι' ασπασμού τους πρίγκηπας και την Βασίλισσαν. Η στιγμή είναι επίσημος και η συγκίνησις γενική. xyxy=(888,578,1100,616)
paragraph: — Ο Θεός μαζί Σου. xyxy=(180,693,273,705)
paragraph: Νομισματικόν Μουσείον. Ανοικτόν καθ' εκάστην. xyxy=(1360,1067,1575,1092)
paragraph: — Στην Πόλι, Βασιλιά μου. xyxy=(180,680,308,692)
column-2 xyxy=(406,36,628,2066)
col6-body xyxy=(1350,1216,1575,1323)
paragraph: Αι σκηναί είναι απερίγραπτοι. xyxy=(416,722,558,734)
paragraph: Επί της πλατείας Συντάγματος και της οδού Αμαλίας συνεκεντρώθησαν πυκνότεραι μάζαι πλήθους αναμένουσαι την έξοδον του Βασιλέως. xyxy=(416,1196,628,1248)
paragraph: ΑΤΤΙΚΟΝ. Ο Διάβολος και το κορίτσι. xyxy=(1360,812,1539,824)
paragraph: Τα θωρηκτά του στόλου πλέοντα εν σειρά μετά της «Λήμνου» προς την ανοικτήν θάλασσαν. xyxy=(1360,1270,1575,1309)
paragraph: Απελθόντος δε του Πρωθυπουργού εις τα γραφεία του εξηκολούθησαν αι εκδηλώσεις του πλήθους επί ώραν. xyxy=(416,1060,628,1099)
paragraph: ΑΛΑΜΠΡΑ (Θίασος Σαμαρτζή). Ο μικρός Ναπολέων. xyxy=(1360,677,1575,702)
col1-body-2 xyxy=(170,748,392,1123)
paragraph: Από της Μητροπόλεως μέχρι των Ανακτόρων εκατοντάδες χιλιάδες πλήθους συνωστίζονται επί της οδού. xyxy=(416,831,628,869)
paragraph: Μετά του κ. Γούναρη ήσαν και οι υπουργοί κ. Πρωτοπαπαδάκης, Θεοτόκης, Στράτος, Μπαλτατζής και Καλογερόπουλος. xyxy=(652,1291,864,1330)
